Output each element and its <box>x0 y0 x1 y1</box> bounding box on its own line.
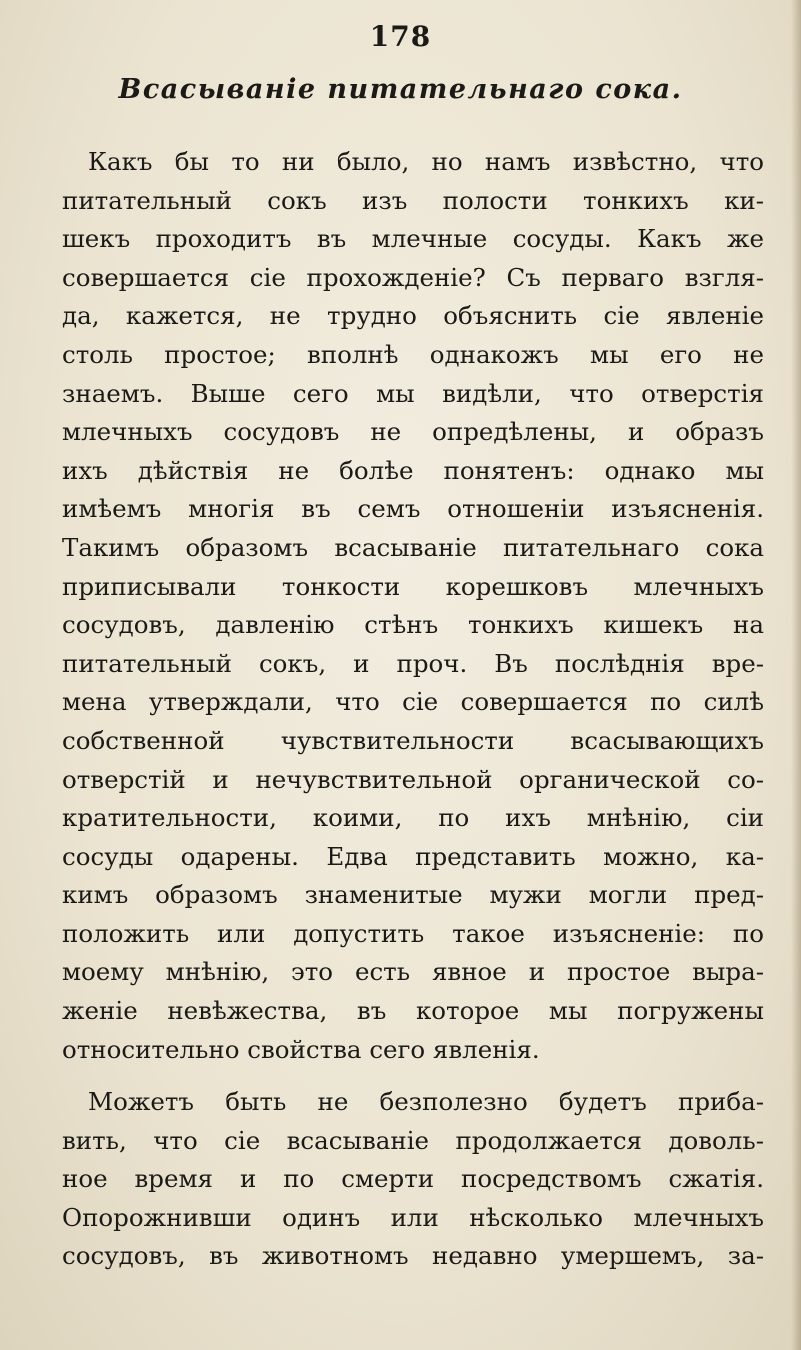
text-line: мена утверждали, что сіе совершается по силѣ <box>62 687 764 717</box>
text-line: кратительности, коими, по ихъ мнѣнію, сіи <box>62 803 764 833</box>
text-line: млечныхъ сосудовъ не опредѣлены, и образъ <box>62 417 764 447</box>
text-line: женіе невѣжества, въ которое мы погружены <box>62 996 764 1026</box>
text-line: относительно свойства сего явленія. <box>62 1034 540 1064</box>
text-line: Можетъ быть не безполезно будетъ приба- <box>88 1087 764 1116</box>
text-line: вить, что сіе всасываніе продолжается доволь- <box>62 1125 764 1155</box>
text-line: Такимъ образомъ всасываніе питательнаго сока <box>62 532 764 562</box>
text-line: Опорожнивши одинъ или нѣсколько млечныхъ <box>62 1202 764 1232</box>
text-line: да, кажется, не трудно объяснить сіе явленіе <box>62 301 764 331</box>
section-title: Всасываніе питательнаго сока. <box>118 74 683 105</box>
text-line: сосуды одарены. Едва представить можно, ка- <box>62 841 764 871</box>
text-line: ное время и по смерти посредствомъ сжатія. <box>62 1164 764 1194</box>
text-line: кимъ образомъ знаменитые мужи могли пред- <box>62 880 764 910</box>
text-line: питательный сокъ изъ полости тонкихъ ки- <box>62 185 764 215</box>
page-edge-shadow <box>791 0 801 1350</box>
text-line: ихъ дѣйствія не болѣе понятенъ: однако мы <box>62 455 764 485</box>
text-line: питательный сокъ, и проч. Въ послѣднія вре- <box>62 648 764 678</box>
text-line: собственной чувствительности всасывающихъ <box>62 725 764 755</box>
text-line: отверстій и нечувствительной органической со- <box>62 764 764 794</box>
paragraph-1 <box>62 143 764 1069</box>
text-line: шекъ проходитъ въ млечные сосуды. Какъ же <box>62 224 764 254</box>
text-line: имѣемъ многія въ семъ отношеніи изъясненія. <box>62 494 764 524</box>
text-line: приписывали тонкости корешковъ млечныхъ <box>62 571 764 601</box>
text-line: сосудовъ, въ животномъ недавно умершемъ, за- <box>62 1241 764 1271</box>
text-line: сосудовъ, давленію стѣнъ тонкихъ кишекъ на <box>62 610 764 640</box>
text-line: знаемъ. Выше сего мы видѣли, что отверстія <box>62 378 764 408</box>
text-line: положить или допустить такое изъясненіе: по <box>62 918 764 948</box>
paragraph-2 <box>62 1083 764 1276</box>
page-number: 178 <box>369 20 432 53</box>
text-line: столь простое; вполнѣ однакожъ мы его не <box>62 339 764 369</box>
text-line: Какъ бы то ни было, но намъ извѣстно, что <box>88 147 764 176</box>
text-line: совершается сіе прохожденіе? Съ перваго взгля- <box>62 262 764 292</box>
text-line: моему мнѣнію, это есть явное и простое выра- <box>62 957 764 987</box>
